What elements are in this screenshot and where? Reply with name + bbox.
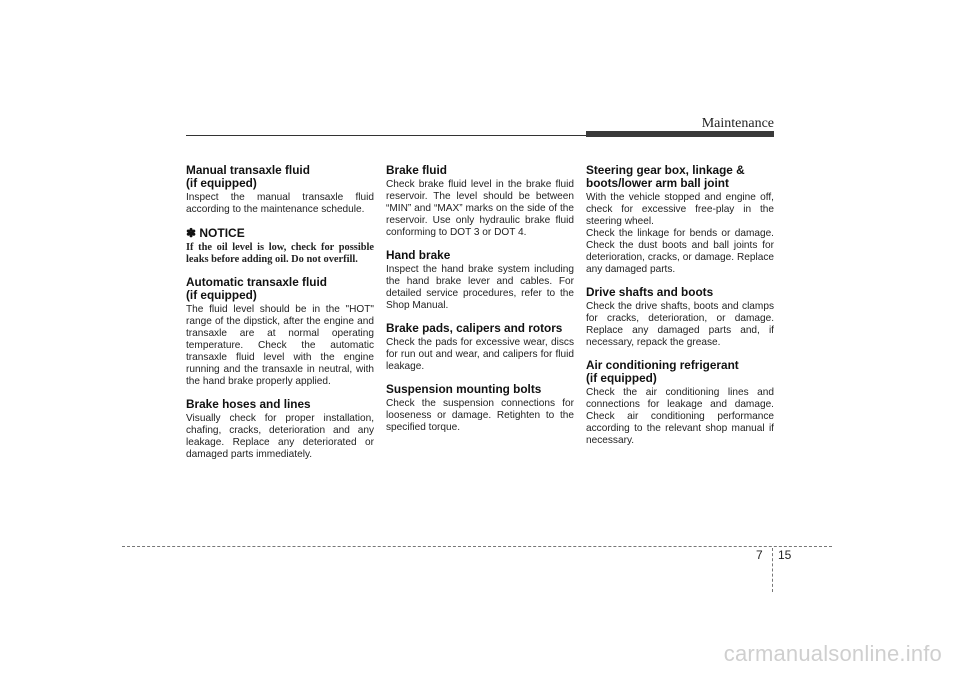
footer-rule [122,546,832,547]
header-rule-accent [586,131,774,137]
steering-text-2: Check the linkage for bends or damage. Check the dust boots and ball joints for deterioration, cracks, or damage. Replace any damaged parts. [586,228,774,275]
watermark: carmanualsonline.info [723,641,942,666]
brake-hoses-text: Visually check for proper installation, chafing, cracks, deterioration and any leakage. Replace any deteriorated or damaged parts immediately. [186,413,374,460]
section-header-title: Maintenance [701,116,774,131]
column-2 [386,164,574,444]
brake-pads-text: Check the pads for excessive wear, discs for run out and wear, and calipers for fluid leakage. [386,337,574,372]
hand-brake-text: Inspect the hand brake system including the hand brake lever and cables. For detailed service procedures, refer to the Shop Manual. [386,264,574,311]
brake-hoses-heading: Brake hoses and lines [186,397,311,411]
manual-transaxle-heading: Manual transaxle fluid (if equipped) [186,163,310,190]
manual-transaxle-text: Inspect the manual transaxle fluid according to the maintenance schedule. [186,192,374,215]
automatic-transaxle-text: The fluid level should be in the "HOT" range of the dipstick, after the engine and transaxle are at normal operating temperature. Check the automatic transaxle fluid level with the engine running and the transaxle in neutral, with the hand brake properly applied. [186,304,374,387]
air-conditioning-text: Check the air conditioning lines and connections for leakage and damage. Check air conditioning performance according to the relevant shop manual if necessary. [586,387,774,446]
brake-fluid-heading: Brake fluid [386,163,447,177]
footer-divider [772,548,773,592]
column-1 [186,164,374,471]
suspension-heading: Suspension mounting bolts [386,382,542,396]
notice-text: If the oil level is low, check for possible leaks before adding oil. Do not overfill. [186,242,374,265]
column-3 [586,164,774,457]
drive-shafts-text: Check the drive shafts, boots and clamps for cracks, deterioration, or damage. Replace any damaged parts and, if necessary, repack the grease. [586,301,774,348]
air-conditioning-heading: Air conditioning refrigerant (if equipped) [586,358,739,385]
brake-fluid-text: Check brake fluid level in the brake fluid reservoir. The level should be between “MIN” and “MAX” marks on the side of the reservoir. Use only hydraulic brake fluid conforming to DOT 3 or DOT 4. [386,179,574,238]
brake-pads-heading: Brake pads, calipers and rotors [386,321,563,335]
suspension-text: Check the suspension connections for looseness or damage. Retighten to the specified torque. [386,398,574,433]
notice-heading: ✽ NOTICE [186,226,245,240]
chapter-number: 7 [756,548,763,562]
hand-brake-heading: Hand brake [386,248,451,262]
header-rule [186,135,586,136]
page-number: 15 [778,548,792,562]
automatic-transaxle-heading: Automatic transaxle fluid (if equipped) [186,275,327,302]
drive-shafts-heading: Drive shafts and boots [586,285,714,299]
steering-text: With the vehicle stopped and engine off, check for excessive free-play in the steering wheel. [586,192,774,227]
steering-heading: Steering gear box, linkage & boots/lower arm ball joint [586,163,745,190]
